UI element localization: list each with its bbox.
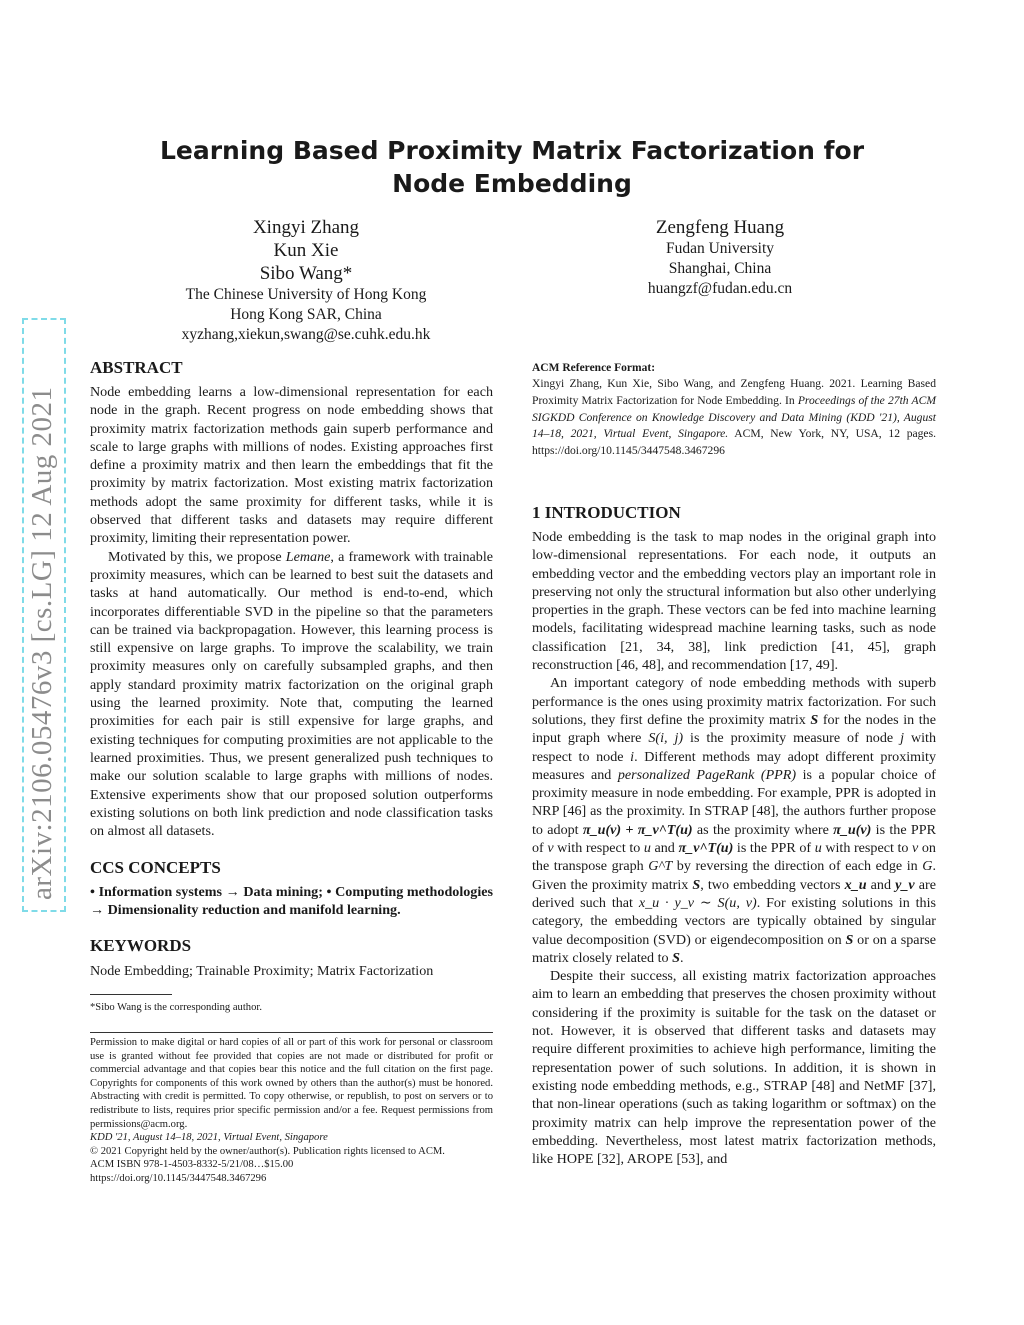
author-email: xyzhang,xiekun,swang@se.cuhk.edu.hk	[181, 326, 431, 343]
author-location: Hong Kong SAR, China	[230, 306, 382, 323]
author-name: Kun Xie	[273, 240, 339, 261]
intro-paragraph: Node embedding is the task to map nodes in the original graph into low-dimensional representations. For each node, it outputs an embedding vector and the embedding vectors play an important role in preserving not only the structural information but also other underlying properties in the graph. These vectors can be fed into machine learning models, facilitating widespread machine learning tasks, such as node classification [21, 34, 38], link prediction [41, 45], graph reconstruction [46, 48], and recommendation [17, 49].	[532, 529, 936, 674]
conference-line: KDD '21, August 14–18, 2021, Virtual Event, Singapore	[90, 1132, 328, 1144]
ccs-section	[90, 857, 493, 920]
abstract-paragraph: Node embedding learns a low-dimensional representation for each node in the graph. Recent progress on node embedding shows that proximity matrix factorization methods gain superb performance and scale to large graphs with millions of nodes. Existing approaches first define a proximity matrix and then learn the embeddings that fit the proximity by matrix factorization. Most existing matrix factorization methods adopt the same proximity for different tasks, while it is observed that different tasks and datasets may require different proximity, limiting their representation power.	[90, 384, 493, 547]
author-block-right	[590, 216, 850, 299]
abstract-paragraph: Motivated by this, we propose Lemane, a framework with trainable proximity measures, which can be learned to best suit the datasets and tasks at hand automatically. Our method is end-to-end, which incorporates differentiable SVD in the pipeline so that the parameters can be trained via backpropagation. However, this learning process is still expensive on large graphs. To improve the scalability, we train proximity measures only on carefully subsampled graphs, and then apply standard proximity matrix factorization on the original graph using the learned proximity. Note that, computing the learned proximities for each pair is still expensive for large graphs, and existing techniques for computing proximities are not applicable to the learned proximities. Thus, we present generalized push techniques to make our solution scalable to large graphs with millions of nodes. Extensive experiments show that our proposed solution outperforms existing solutions on both link prediction and node classification tasks on almost all datasets.	[90, 548, 493, 840]
paper-title: Learning Based Proximity Matrix Factorization for Node Embedding	[159, 136, 865, 198]
isbn-line: ACM ISBN 978-1-4503-8332-5/21/08…$15.00	[90, 1159, 294, 1171]
ccs-heading: CCS CONCEPTS	[90, 858, 221, 877]
acm-reference	[532, 361, 936, 460]
keywords-section	[90, 935, 493, 980]
keywords-text: Node Embedding; Trainable Proximity; Matrix Factorization	[90, 963, 434, 979]
doi-line: https://doi.org/10.1145/3447548.3467296	[90, 1172, 267, 1184]
abstract-section	[90, 357, 493, 840]
acm-reference-label: ACM Reference Format:	[532, 362, 656, 374]
footnote: *Sibo Wang is the corresponding author.	[90, 1002, 262, 1013]
footnote-rule	[90, 994, 172, 995]
abstract-heading: ABSTRACT	[90, 358, 183, 377]
author-email: huangzf@fudan.edu.cn	[647, 280, 793, 297]
author-name: Xingyi Zhang	[252, 217, 360, 238]
author-name: Sibo Wang*	[259, 263, 353, 284]
author-affiliation: The Chinese University of Hong Kong	[185, 286, 427, 303]
introduction-section	[532, 502, 936, 1168]
author-block-left	[140, 216, 472, 345]
permission-block	[90, 1036, 493, 1186]
author-affiliation: Fudan University	[665, 240, 775, 257]
arxiv-stamp: arXiv:2106.05476v3 [cs.LG] 12 Aug 2021	[26, 386, 58, 900]
author-location: Shanghai, China	[668, 260, 772, 277]
introduction-heading: 1 INTRODUCTION	[532, 503, 681, 522]
author-name: Zengfeng Huang	[655, 217, 785, 238]
copyright-line: © 2021 Copyright held by the owner/author(s). Publication rights licensed to ACM.	[90, 1145, 445, 1157]
permission-rule	[90, 1032, 493, 1033]
intro-paragraph: Despite their success, all existing matrix factorization approaches aim to learn an embedding that preserves the chosen proximity without considering if the proximity is suitable for the task on the dataset or not. However, it is observed that different tasks and datasets may require different proximities to achieve high performance, limiting the representation power of such solutions. In addition, it is shown in existing node embedding methods, e.g., STRAP [48] and NetMF [37], that non-linear operations (such as taking logarithm or softmax) on the proximity matrix can help improve the representation power of the embedding. Nevertheless, most latest matrix factorization methods, like HOPE [32], AROPE [53], and	[532, 968, 936, 1168]
ccs-text: • Information systems → Data mining; • Computing methodologies → Dimensionality reduction and manifold learning.	[90, 884, 493, 919]
keywords-heading: KEYWORDS	[90, 936, 192, 955]
acm-reference-text: Xingyi Zhang, Kun Xie, Sibo Wang, and Zengfeng Huang. 2021. Learning Based Proximity Matrix Factorization for Node Embedding. In Proceedings of the 27th ACM SIGKDD Conference on Knowledge Discovery and Data Mining (KDD '21), August 14–18, 2021, Virtual Event, Singapore. ACM, New York, NY, USA, 12 pages. https://doi.org/10.1145/3447548.3467296	[532, 377, 937, 458]
permission-text: Permission to make digital or hard copies of all or part of this work for personal or classroom use is granted without fee provided that copies are not made or distributed for profit or commercial advantage and that copies bear this notice and the full citation on the first page. Copyrights for components of this work owned by others than the author(s) must be honored. Abstracting with credit is permitted. To copy otherwise, or republish, to post on servers or to redistribute to lists, requires prior specific permission and/or a fee. Request permissions from permissions@acm.org.	[90, 1037, 493, 1130]
intro-paragraph: An important category of node embedding methods with superb performance is the ones using proximity matrix factorization. For such solutions, they first define the proximity matrix S for the nodes in the input graph where S(i, j) is the proximity measure of node j with respect to node i. Different methods may adopt different proximity measures and personalized PageRank (PPR) is a popular choice of proximity measure in node embedding. For example, PPR is adopted in NRP [46] as the proximity. In STRAP [48], the authors further propose to adopt π_u(v) + π_v^T(u) as the proximity where π_u(v) is the PPR of v with respect to u and π_v^T(u) is the PPR of u with respect to v on the transpose graph G^T by reversing the direction of each edge in G. Given the proximity matrix S, two embedding vectors x_u and y_v are derived such that x_u · y_v ∼ S(u, v). For existing solutions in this category, the embedding vectors are typically obtained by singular value decomposition (SVD) or eigendecomposition on S or on a sparse matrix closely related to S.	[532, 675, 937, 966]
